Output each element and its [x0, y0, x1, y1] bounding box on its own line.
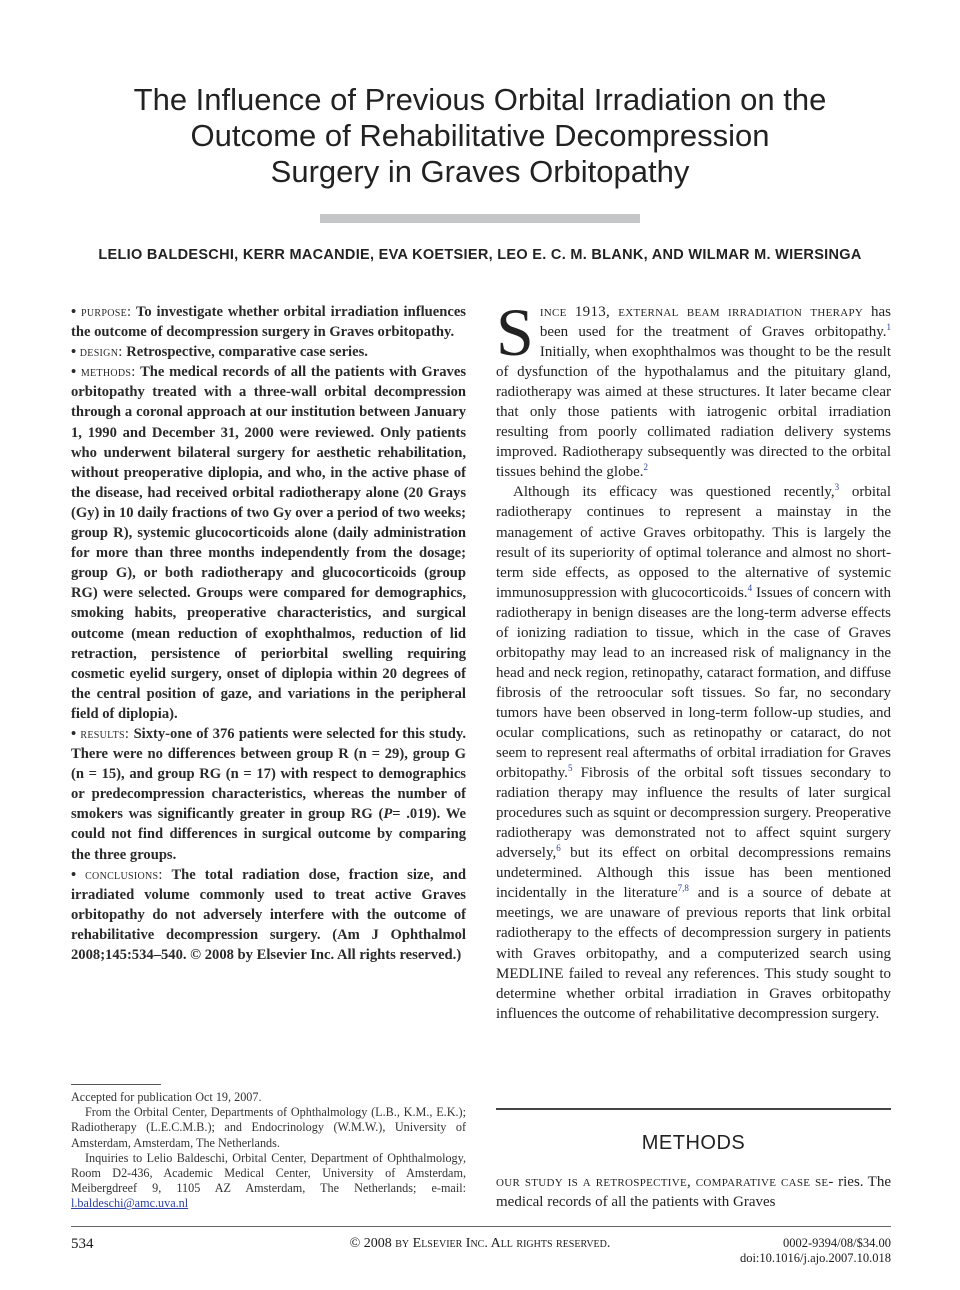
abstract-results: • results: Sixty-one of 376 patients were selected for this study. There were no differences between group R (n = 29), group G (n = 15), and group RG (n = 17) with respect to demographics or predecompression characteristics, whereas the number of smokers was significantly greater in group RG (P= .019). We could not find differences in surgical outcome by comparing the three groups.	[71, 725, 466, 863]
abstract-design: • design: Retrospective, comparative case series.	[71, 344, 368, 361]
footnote-divider	[71, 1084, 161, 1085]
p1-text-a: has been used for the treatment of Graves orbitopathy.	[539, 304, 892, 341]
accepted-note: Accepted for publication Oct 19, 2007.	[71, 1090, 262, 1104]
p2-text-c: Issues of concern with radiotherapy in benign diseases are the long-term adverse effects of ionizing radiation to tissue, which in the case of Graves orbitopathy may lead to an increased risk of malignancy in the head and neck region, retinopathy, cataract formation, and diffuse fibrosis of the retroocular soft tissues. So far, no secondary tumors have been observed in long-term follow-up studies, and ocular complications, such as retinopathy or cataract, do not seem to represent real aftermaths of orbital irradiation for Graves orbitopathy.	[496, 584, 892, 782]
methods-label: methods:	[80, 364, 136, 381]
body-text	[496, 294, 892, 1024]
abstract-purpose: • purpose: To investigate whether orbital irradiation influences the outcome of decompression surgery in Graves orbitopathy.	[71, 304, 466, 341]
abstract-methods: • methods: The medical records of all the patients with Graves orbitopathy treated with a three-wall orbital decompression through a coronal approach at our institution between January 1, 1990 and December 31, 2000 were reviewed. Only patients who underwent bilateral surgery for aesthetic rehabilitation, without preoperative diplopia, and who, in the active phase of the disease, had received orbital radiotherapy alone (20 Grays (Gy) in 10 daily fractions of two Gy over a period of two weeks; group R), systemic glucocorticoids alone (daily administration for more than three months independently from the dosage; group G), or both radiotherapy and glucocorticoids (group RG) were selected. Groups were compared for demographics, smoking habits, preoperative characteristics, and surgical outcome (mean reduction of exophthalmos, reduction of lid retraction, persistence of periorbital swelling requiring cosmetic eyelid surgery, onset of diplopia within 20 degrees of the central position of gaze, and variations in the peripheral field of diplopia).	[71, 364, 467, 722]
methods-small-caps: our study is a retrospective, comparative case se-	[496, 1174, 834, 1190]
ref-2[interactable]: 2	[643, 462, 648, 473]
section-divider	[496, 1108, 891, 1110]
results-text-b: = .019). We could not find differences in surgical outcome by comparing the three groups.	[71, 806, 466, 863]
abstract	[71, 302, 466, 965]
methods-body	[496, 1172, 891, 1212]
ref-6[interactable]: 6	[556, 843, 561, 854]
title-line-2: Outcome of Rehabilitative Decompression	[190, 118, 770, 153]
abstract-citation: (Am J Ophthalmol 2008;145:534–540. © 2008 by Elsevier Inc. All rights reserved.)	[71, 926, 466, 963]
footer-divider	[71, 1226, 891, 1227]
ref-5[interactable]: 5	[567, 763, 573, 774]
methods-continued: ries. The medical records of all the patients with Graves	[496, 1174, 891, 1211]
inquiries-note	[71, 1151, 466, 1212]
page-number: 534	[71, 1236, 94, 1252]
body-paragraph-1	[496, 294, 892, 482]
email-link[interactable]: l.baldeschi@amc.uva.nl	[71, 1196, 189, 1211]
affiliation-note: From the Orbital Center, Departments of Ophthalmology (L.B., K.M., E.K.); Radiotherapy (L.E.C.M.B.); and Endocrinology (W.M.W.), University of Amsterdam, Amsterdam, The Netherlands.	[71, 1105, 466, 1150]
methods-heading: METHODS	[641, 1132, 746, 1154]
p2-text-b: orbital radiotherapy continues to represent a mainstay in the management of active Graves orbitopathy. This is largely the result of its superiority of optimal tolerance and almost no short-term side effects, as opposed to the alternative of systemic immunosuppression with glucocorticoids.	[496, 484, 891, 601]
ref-1[interactable]: 1	[886, 322, 891, 333]
conclusions-text: The total radiation dose, fraction size, and irradiated volume commonly used to treat active Graves orbitopathy do not adversely interfere with the outcome of rehabilitative decompression surgery.	[71, 866, 466, 943]
abstract-conclusions: • conclusions: The total radiation dose, fraction size, and irradiated volume commonly used to treat active Graves orbitopathy do not adversely interfere with the outcome of rehabilitative decompression surgery. (Am J Ophthalmol 2008;145:534–540. © 2008 by Elsevier Inc. All rights reserved.)	[71, 866, 466, 963]
drop-cap: S	[496, 294, 534, 370]
p2-text-d: Fibrosis of the orbital soft tissues secondary to radiation therapy may influence the results of later surgical procedures such as squint or decompression surgery. Preoperative radiotherapy was demonstrated not to affect squint surgery adversely,	[496, 765, 891, 862]
inquiries-text: Inquiries to Lelio Baldeschi, Orbital Center, Department of Ophthalmology, Room D2-436, Academic Medical Center, University of Amsterdam, Meibergdreef 9, 1105 AZ Amsterdam, The Netherlands; e-mail:	[71, 1150, 466, 1196]
p2-text-a: Although its efficacy was questioned recently,	[513, 484, 835, 501]
results-text-a: Sixty-one of 376 patients were selected for this study. There were no differences between group R (n = 29), group G (n = 15), and group RG (n = 17) with respect to demographics or predecompression characteristics, whereas the number of smokers was significantly greater in group RG (	[71, 725, 466, 823]
title-line-3: Surgery in Graves Orbitopathy	[270, 154, 690, 189]
results-p-symbol: P	[383, 806, 393, 823]
body-paragraph-2	[496, 482, 891, 1023]
intro-small-caps: ince 1913, external beam irradiation therapy	[539, 304, 864, 320]
purpose-text: To investigate whether orbital irradiation influences the outcome of decompression surgery in Graves orbitopathy.	[71, 304, 466, 341]
ref-7-8[interactable]: 7,8	[677, 883, 689, 894]
design-text: Retrospective, comparative case series.	[126, 344, 368, 361]
methods-paragraph	[496, 1172, 891, 1212]
copyright: © 2008 by Elsevier Inc. All rights reserved.	[349, 1236, 611, 1251]
ref-4[interactable]: 4	[747, 582, 753, 593]
results-label: results:	[80, 725, 130, 742]
issn-doi	[740, 1236, 891, 1266]
issn: 0002-9394/08/$34.00	[783, 1236, 891, 1250]
conclusions-label: conclusions:	[85, 866, 163, 883]
design-label: design:	[79, 344, 123, 361]
p2-text-f: and is a source of debate at meetings, we are unaware of previous reports that link orbital radiotherapy to the effects of decompression surgery in patients with Graves orbitopathy, and a computerized search using MEDLINE failed to reveal any references. This study sought to determine whether orbital irradiation in Graves orbitopathy influences the outcome of rehabilitative decompression surgery.	[496, 885, 892, 1022]
methods-text: The medical records of all the patients with Graves orbitopathy treated with a three-wall orbital decompression through a coronal approach at our institution between January 1, 1990 and December 31, 2000 were reviewed. Only patients who underwent bilateral surgery for aesthetic rehabilitation, without preoperative diplopia, and who, in the active phase of the disease, had received orbital radiotherapy alone (20 Grays (Gy) in 10 daily fractions of two Gy over a period of two weeks; group R), systemic glucocorticoids alone (daily administration for more than three months independently from the dosage; group G), or both radiotherapy and glucocorticoids (group RG) were selected. Groups were compared for demographics, smoking habits, preoperative characteristics, and surgical outcome (mean reduction of exophthalmos, reduction of lid retraction, persistence of periorbital swelling requiring cosmetic eyelid surgery, onset of diplopia within 20 degrees of the central position of gaze, and variations in the peripheral field of diplopia).	[71, 364, 467, 722]
article-title	[80, 82, 880, 190]
ref-3[interactable]: 3	[834, 482, 840, 493]
author-list: LELIO BALDESCHI, KERR MACANDIE, EVA KOETSIER, LEO E. C. M. BLANK, AND WILMAR M. WIERSINGA	[98, 247, 862, 263]
doi: doi:10.1016/j.ajo.2007.10.018	[739, 1251, 891, 1265]
purpose-label: purpose:	[80, 304, 132, 320]
title-divider	[320, 214, 640, 223]
p1-text-b: Initially, when exophthalmos was thought to be the result of dysfunction of the hypothalamus and the pituitary gland, radiotherapy was aimed at these structures. It later became clear that only those patients with iatrogenic orbital irradiation resulting from poorly collimated radiation delivery systems improved. Radiotherapy subsequently was directed to the orbital tissues behind the globe.	[496, 344, 891, 481]
p2-text-e: but its effect on orbital decompressions remains undetermined. Although this issue has been mentioned incidentally in the literature	[496, 845, 892, 902]
title-line-1: The Influence of Previous Orbital Irradiation on the	[133, 82, 827, 117]
footnotes	[71, 1090, 466, 1212]
